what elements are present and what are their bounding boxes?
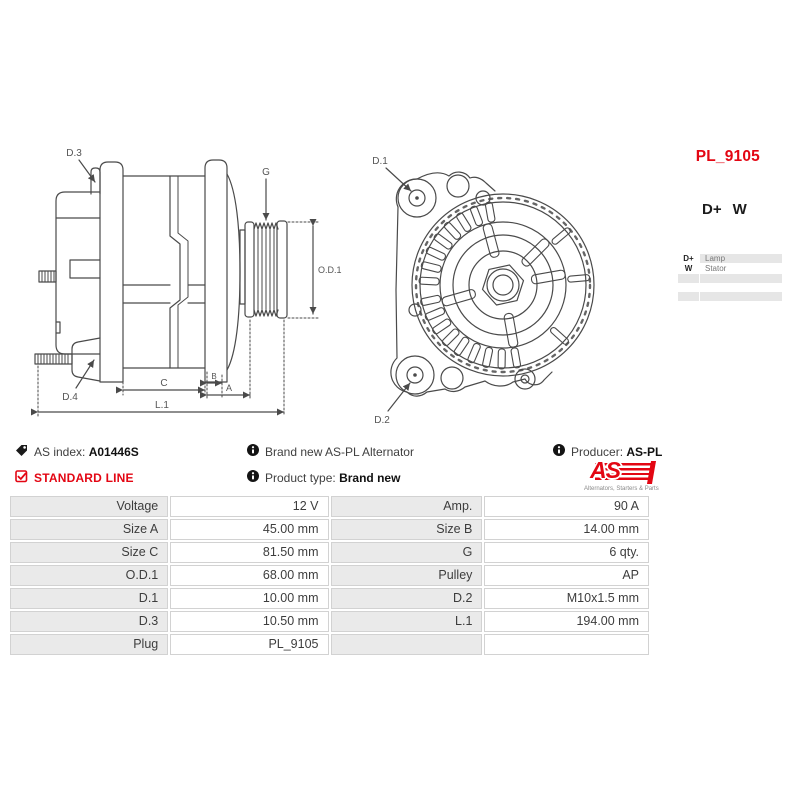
legend-row [678, 292, 782, 301]
info-icon [553, 444, 565, 459]
dim-label-g: G [262, 167, 270, 178]
spec-label [331, 634, 483, 655]
product-type [247, 470, 400, 485]
spec-value: 10.00 mm [170, 588, 328, 609]
tag-icon [15, 444, 28, 460]
legend-row [678, 264, 782, 273]
spec-label: Plug [10, 634, 168, 655]
terminal-legend [678, 254, 782, 302]
spec-label: L.1 [331, 611, 483, 632]
table-row [10, 542, 649, 563]
info-icon [247, 444, 259, 459]
spec-value: 10.50 mm [170, 611, 328, 632]
dim-label-d1: D.1 [372, 156, 388, 167]
checkbox-checked-icon [15, 470, 28, 486]
table-row [10, 496, 649, 517]
spec-value: 194.00 mm [484, 611, 649, 632]
product-type-text [265, 471, 400, 485]
as-pl-logo [584, 457, 659, 492]
terminal-dplus: D+ [702, 201, 722, 218]
terminal-w: W [732, 201, 747, 218]
spec-value: 45.00 mm [170, 519, 328, 540]
table-row [10, 565, 649, 586]
legend-code: W [678, 264, 699, 273]
as-index-label: AS index: [34, 445, 86, 459]
dim-label-c: C [160, 378, 168, 389]
table-row [10, 634, 649, 655]
logo-text: AS [590, 457, 620, 483]
table-row [10, 588, 649, 609]
spec-label: Size A [10, 519, 168, 540]
standard-line-label: STANDARD LINE [34, 471, 134, 485]
spec-value: 81.50 mm [170, 542, 328, 563]
dim-label-a: A [225, 383, 233, 393]
spec-value: 68.00 mm [170, 565, 328, 586]
as-index-value: A01446S [88, 445, 139, 459]
legend-row [678, 274, 782, 283]
producer-label: Producer: [571, 444, 624, 459]
product-note-text: Brand new AS-PL Alternator [265, 444, 414, 459]
spec-value: PL_9105 [170, 634, 328, 655]
table-row [10, 611, 649, 632]
dim-label-od1: O.D.1 [318, 265, 342, 275]
as-index-text [34, 445, 139, 459]
dim-label-d2: D.2 [374, 415, 390, 426]
alternator-side-view-drawing [22, 132, 342, 432]
spec-table [8, 494, 651, 657]
producer-value: AS-PL [626, 444, 663, 459]
legend-code [678, 292, 699, 301]
spec-value: 14.00 mm [484, 519, 649, 540]
legend-desc: Lamp [700, 254, 782, 263]
standard-line [15, 470, 134, 486]
dim-label-d3: D.3 [66, 148, 82, 159]
spec-value: AP [484, 565, 649, 586]
spec-label: Size B [331, 519, 483, 540]
alternator-front-view-drawing [355, 130, 645, 430]
as-pl-logo-mark [584, 457, 654, 484]
product-note [247, 444, 414, 459]
dim-label-l1: L.1 [155, 400, 169, 411]
spec-label: G [331, 542, 483, 563]
spec-label: Size C [10, 542, 168, 563]
legend-code [678, 274, 699, 283]
spec-label: D.1 [10, 588, 168, 609]
dim-label-d4: D.4 [62, 392, 78, 403]
terminal-codes [702, 201, 747, 218]
product-type-value: Brand new [339, 470, 401, 485]
spec-label: D.3 [10, 611, 168, 632]
as-index [15, 444, 139, 460]
legend-code: D+ [678, 254, 699, 263]
spec-label: Voltage [10, 496, 168, 517]
dim-label-b: B [211, 372, 217, 381]
spec-value [484, 634, 649, 655]
spec-label: Amp. [331, 496, 483, 517]
legend-desc [700, 274, 782, 283]
table-row [10, 519, 649, 540]
spec-value: 12 V [170, 496, 328, 517]
plug-code: PL_9105 [695, 148, 760, 165]
logo-tagline: Alternators, Starters & Parts [584, 486, 659, 492]
legend-desc: Stator [700, 264, 782, 273]
spec-label: D.2 [331, 588, 483, 609]
spec-value: 90 A [484, 496, 649, 517]
spec-value: M10x1.5 mm [484, 588, 649, 609]
legend-gap [678, 284, 782, 292]
info-icon [247, 470, 259, 485]
product-type-label: Product type: [265, 470, 336, 485]
legend-row [678, 254, 782, 263]
legend-desc [700, 292, 782, 301]
spec-label: Pulley [331, 565, 483, 586]
spec-value: 6 qty. [484, 542, 649, 563]
spec-label: O.D.1 [10, 565, 168, 586]
